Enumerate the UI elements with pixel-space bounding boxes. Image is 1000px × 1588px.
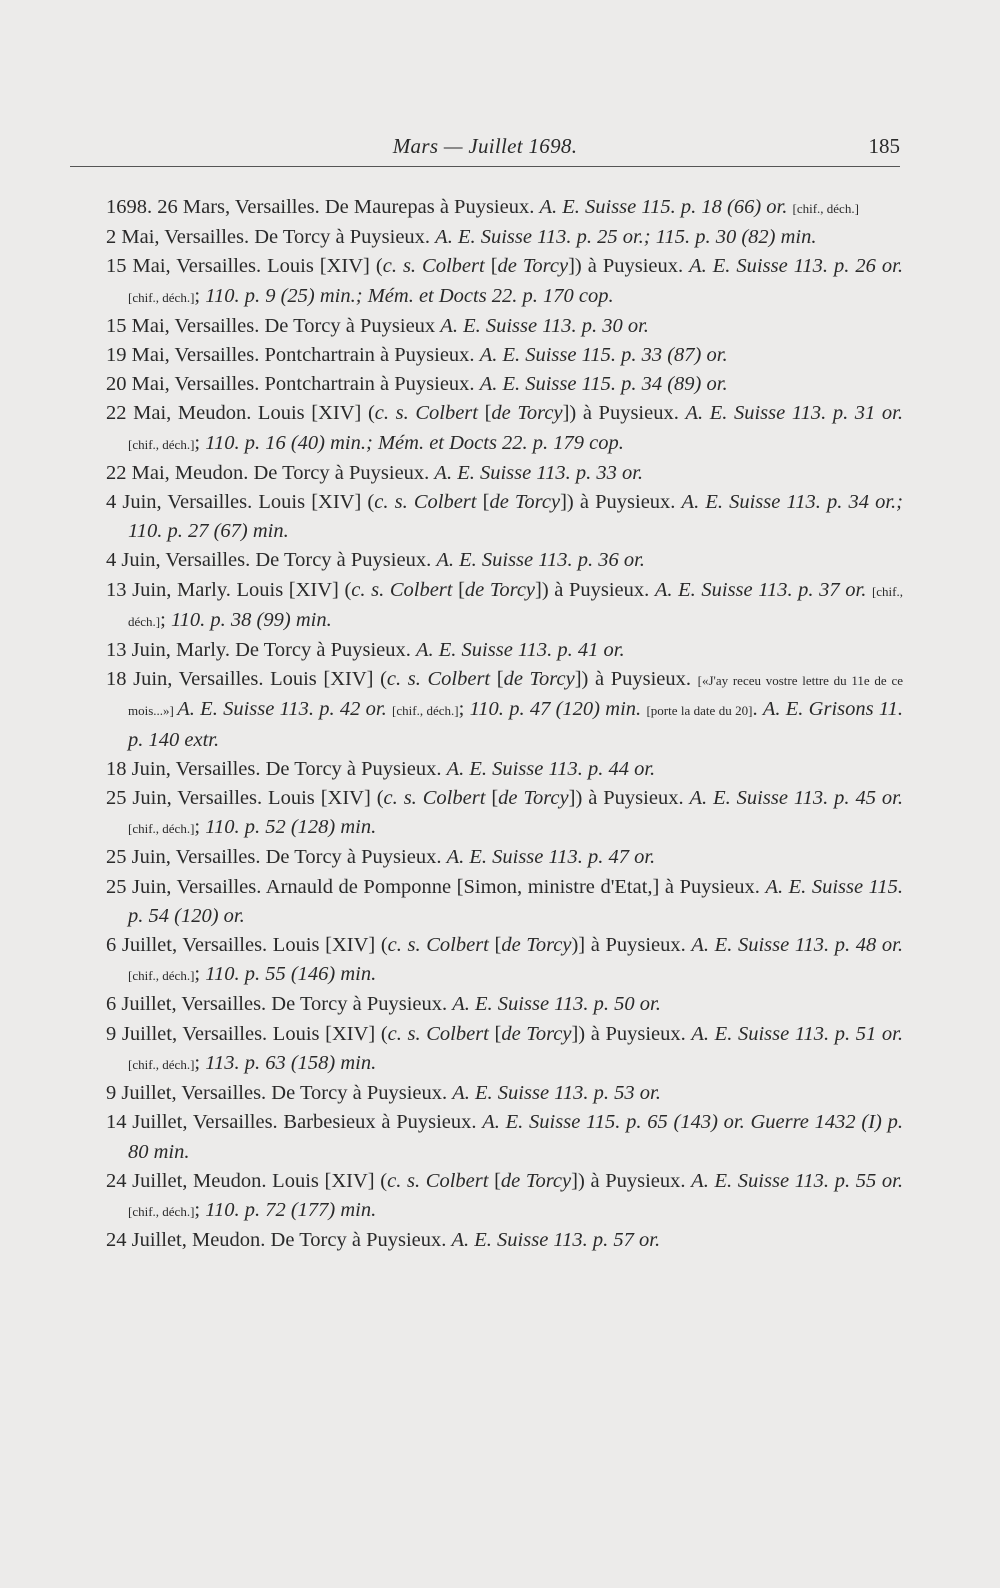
citation-text: c. s. Colbert [383, 787, 492, 810]
entry-text: 2 Mai, Versailles. De Torcy à Puysieux. [106, 226, 436, 249]
letter-entry [106, 546, 903, 575]
citation-text: de Torcy [500, 1169, 572, 1192]
citation-text: 110. p. 47 (120) min. [469, 698, 647, 721]
letter-entry [106, 1020, 903, 1079]
letter-entry [106, 1079, 903, 1108]
editorial-note: [chif., déch.] [792, 201, 859, 216]
entry-text: 24 Juillet, Meudon. Louis [XIV] ( [106, 1169, 388, 1192]
entry-text: 9 Juillet, Versailles. Louis [XIV] ( [106, 1022, 388, 1045]
entry-text: 25 Juin, Versailles. De Torcy à Puysieux. [106, 846, 447, 869]
citation-text: A. E. Suisse 113. p. 47 or. [446, 846, 656, 869]
entry-text: ]) à Puysieux. [571, 1169, 692, 1192]
editorial-note: [chif., déch.] [392, 703, 459, 719]
entry-text: [ [496, 668, 504, 691]
citation-text: 110. p. 72 (177) min. [205, 1198, 377, 1221]
citation-text: de Torcy [501, 934, 572, 957]
citation-text: A. E. Suisse 113. p. 50 or. [452, 993, 661, 1016]
citation-text: de Torcy [491, 402, 563, 425]
letter-entry [106, 990, 903, 1019]
entry-text: [ [482, 491, 490, 514]
citation-text: c. s. Colbert [387, 934, 495, 957]
entry-text: [ [490, 255, 498, 278]
entry-text: )] à Puysieux. [571, 934, 692, 957]
entry-text: ]) à Puysieux. [562, 402, 686, 425]
citation-text: A. E. Suisse 113. p. 42 or. [177, 698, 393, 721]
citation-text: de Torcy [503, 668, 575, 691]
page-header [70, 132, 900, 167]
entry-text: [ [494, 1022, 502, 1045]
entry-text: 4 Juin, Versailles. De Torcy à Puysieux. [106, 549, 437, 572]
letter-entry [106, 931, 903, 990]
entry-text: 22 Mai, Meudon. Louis [XIV] ( [106, 402, 375, 425]
entry-text: [ [494, 1169, 501, 1192]
entry-text: [ [494, 934, 502, 957]
entry-text: 18 Juin, Versailles. De Torcy à Puysieux. [106, 757, 447, 780]
letter-entry [106, 312, 903, 341]
citation-text: c. s. Colbert [374, 402, 485, 425]
citation-text: A. E. Suisse 115. p. 34 (89) or. [479, 373, 728, 396]
citation-text: A. E. Suisse 113. p. 53 or. [452, 1082, 661, 1105]
entry-text: ]) à Puysieux. [574, 668, 698, 691]
citation-text: c. s. Colbert [387, 1169, 495, 1192]
citation-text: de Torcy [501, 1022, 572, 1045]
citation-text: c. s. Colbert [374, 491, 483, 514]
citation-text: A. E. Suisse 113. p. 44 or. [446, 757, 656, 780]
entry-text: 1698. 26 Mars, Versailles. De Maurepas à Puysieux. [106, 196, 540, 218]
letter-entry [106, 843, 903, 872]
citation-text: A. E. Suisse 113. p. 55 or. [691, 1169, 904, 1192]
letter-entry [106, 1226, 903, 1255]
entry-text: 6 Juillet, Versailles. Louis [XIV] ( [106, 934, 388, 957]
letter-entry [70, 193, 903, 223]
entry-text: [ [484, 402, 492, 425]
entry-text: 14 Juillet, Versailles. Barbesieux à Puysieux. [106, 1111, 483, 1134]
letter-entry [106, 341, 903, 370]
editorial-note: [chif., déch.] [128, 821, 195, 837]
editorial-note: [chif., déch.] [128, 1203, 195, 1219]
citation-text: A. E. Suisse 113. p. 33 or. [434, 461, 644, 484]
citation-text: A. E. Suisse 115. p. 33 (87) or. [479, 344, 728, 367]
citation-text: A. E. Grisons 11. p. 140 extr. [128, 698, 903, 751]
citation-text: de Torcy [464, 578, 536, 601]
entry-text: 15 Mai, Versailles. De Torcy à Puysieux [106, 314, 441, 337]
citation-text: A. E. Suisse 113. p. 51 or. [691, 1022, 903, 1045]
editorial-note: [chif., déch.] [128, 1056, 195, 1072]
entry-text: 25 Juin, Versailles. Arnauld de Pomponne [Simon, ministre d'Etat,] à Puysieux. [106, 875, 766, 898]
entry-text: 19 Mai, Versailles. Pontchartrain à Puysieux. [106, 344, 480, 367]
citation-text: A. E. Suisse 115. p. 54 (120) or. [128, 875, 903, 927]
citation-text: A. E. Suisse 113. p. 48 or. [691, 934, 903, 957]
citation-text: A. E. Suisse 113. p. 36 or. [436, 549, 645, 572]
citation-text: de Torcy [489, 491, 561, 514]
entry-text: 22 Mai, Meudon. De Torcy à Puysieux. [106, 461, 435, 484]
editorial-note: [chif., déch.] [128, 583, 903, 629]
entry-text: ; [194, 816, 206, 839]
editorial-note: [chif., déch.] [128, 968, 195, 984]
citation-text: 110. p. 55 (146) min. [205, 963, 377, 986]
entry-text: 6 Juillet, Versailles. De Torcy à Puysieux. [106, 993, 453, 1016]
entry-text: ; [194, 1051, 206, 1074]
letter-entry [106, 488, 903, 546]
citation-text: A. E. Suisse 113. p. 31 or. [685, 402, 903, 425]
entry-text: 13 Juin, Marly. Louis [XIV] ( [106, 578, 352, 601]
entry-text: ]) à Puysieux. [571, 1022, 692, 1045]
letter-entry [106, 1108, 903, 1166]
citation-text: A. E. Suisse 113. p. 45 or. [689, 787, 903, 810]
editorial-note: [porte la date du 20] [646, 703, 753, 719]
citation-text: A. E. Suisse 113. p. 25 or.; 115. p. 30 (82) min. [435, 226, 817, 249]
citation-text: 110. p. 52 (128) min. [205, 816, 377, 839]
entry-text: ]) à Puysieux. [568, 255, 690, 278]
citation-text: de Torcy [497, 255, 569, 278]
letter-entry [106, 1167, 903, 1226]
entry-text: 4 Juin, Versailles. Louis [XIV] ( [106, 491, 375, 514]
citation-text: 113. p. 63 (158) min. [205, 1051, 377, 1074]
letter-entry-list [106, 193, 903, 1255]
entry-text: 9 Juillet, Versailles. De Torcy à Puysieux. [106, 1082, 453, 1105]
editorial-note: [«J'ay receu vostre lettre du 11e de ce mois...»] [128, 673, 903, 719]
citation-text: A. E. Suisse 113. p. 34 or.; 110. p. 27 (67) min. [128, 491, 903, 543]
citation-text: 110. p. 38 (99) min. [170, 608, 332, 631]
citation-text: c. s. Colbert [386, 668, 497, 691]
letter-entry [106, 784, 903, 843]
editorial-note: [chif., déch.] [128, 436, 195, 452]
letter-entry [106, 755, 903, 784]
citation-text: A. E. Suisse 113. p. 37 or. [654, 578, 872, 601]
citation-text: A. E. Suisse 115. p. 18 (66) or. [539, 196, 793, 218]
entry-text: 18 Juin, Versailles. Louis [XIV] ( [106, 668, 387, 691]
letter-entry [106, 223, 903, 252]
citation-text: de Torcy [498, 787, 569, 810]
citation-text: 110. p. 16 (40) min.; Mém. et Docts 22. p. 179 cop. [205, 431, 624, 454]
citation-text: c. s. Colbert [382, 255, 491, 278]
letter-entry [106, 576, 903, 636]
citation-text: A. E. Suisse 113. p. 41 or. [416, 639, 625, 662]
entry-text: 24 Juillet, Meudon. De Torcy à Puysieux. [106, 1229, 452, 1252]
letter-entry [106, 873, 903, 931]
letter-entry [106, 665, 903, 755]
entry-text: [ [491, 787, 499, 810]
entry-text: ; [194, 431, 206, 454]
citation-text: c. s. Colbert [351, 578, 459, 601]
letter-entry [106, 636, 903, 665]
entry-text: ; [194, 284, 206, 307]
page-number: 185 [868, 134, 900, 158]
entry-text: 20 Mai, Versailles. Pontchartrain à Puysieux. [106, 373, 480, 396]
letter-entry [106, 252, 903, 311]
entry-text: ]) à Puysieux. [535, 578, 655, 601]
citation-text: A. E. Suisse 113. p. 26 or. [689, 255, 903, 278]
citation-text: c. s. Colbert [387, 1022, 495, 1045]
entry-text: . [752, 698, 763, 721]
citation-text: A. E. Suisse 113. p. 57 or. [451, 1229, 661, 1252]
entry-text: ; [194, 1198, 206, 1221]
entry-text: ; [194, 963, 206, 986]
entry-text: 25 Juin, Versailles. Louis [XIV] ( [106, 787, 384, 810]
editorial-note: [chif., déch.] [128, 289, 195, 305]
entry-text: 13 Juin, Marly. De Torcy à Puysieux. [106, 639, 417, 662]
letter-entry [106, 459, 903, 488]
entry-text: ; [160, 608, 171, 631]
entry-text: ; [458, 698, 470, 721]
entry-text: 15 Mai, Versailles. Louis [XIV] ( [106, 255, 383, 278]
entry-text: [ [458, 578, 465, 601]
citation-text: A. E. Suisse 115. p. 65 (143) or. Guerre 1432 (I) p. 80 min. [128, 1111, 903, 1163]
running-title: Mars — Juillet 1698. [392, 134, 578, 158]
citation-text: A. E. Suisse 113. p. 30 or. [440, 314, 649, 337]
entry-text: ]) à Puysieux. [568, 787, 690, 810]
entry-text: ]) à Puysieux. [560, 491, 682, 514]
letter-entry [106, 370, 903, 399]
citation-text: 110. p. 9 (25) min.; Mém. et Docts 22. p. 170 cop. [205, 284, 614, 307]
letter-entry [106, 399, 903, 458]
